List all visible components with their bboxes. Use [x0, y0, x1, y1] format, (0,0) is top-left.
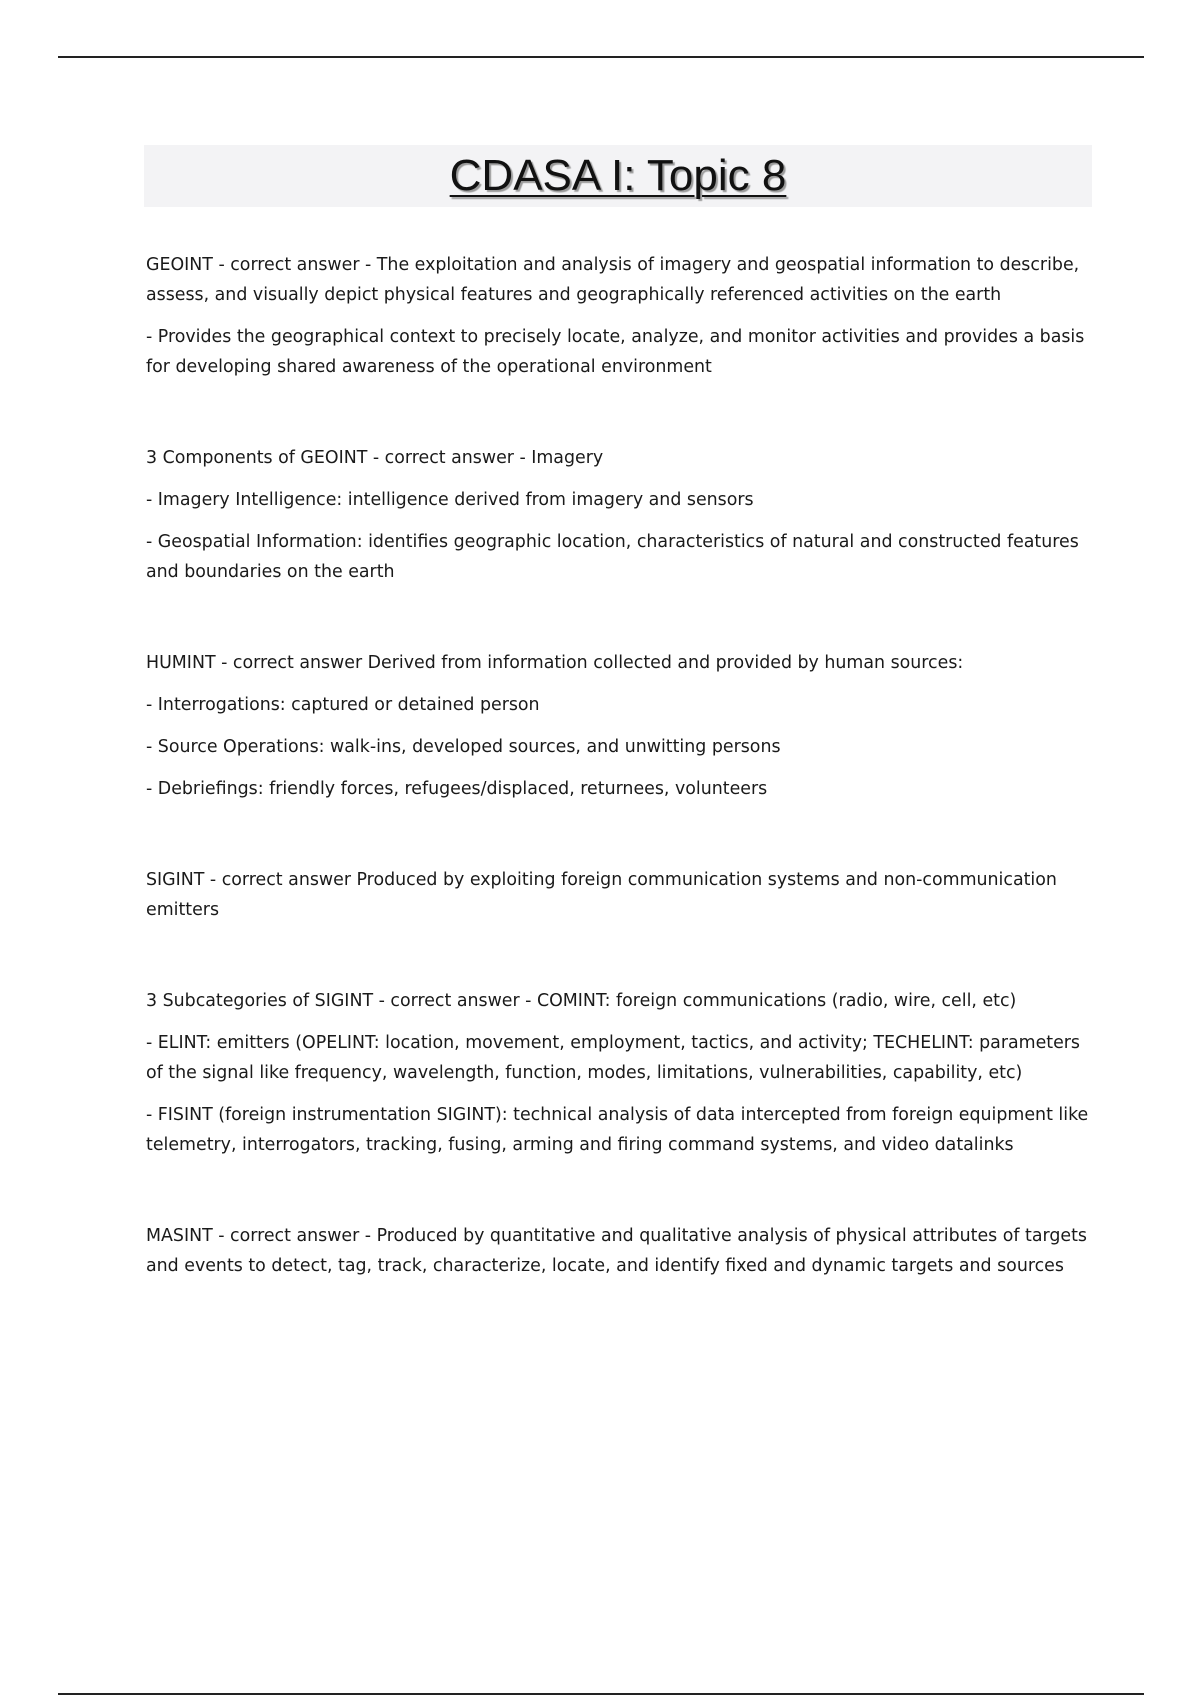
entry-humint — [146, 648, 1092, 804]
entry-paragraph: GEOINT - correct answer - The exploitation and analysis of imagery and geospatial information to describe, assess, and visually depict physical features and geographically referenced activities on the earth — [146, 255, 1080, 305]
entry-paragraph: - Interrogations: captured or detained person — [146, 695, 540, 715]
document-body — [146, 250, 1092, 1342]
page-title: CDASA I: Topic 8 — [449, 151, 787, 200]
header-rule — [58, 56, 1144, 58]
entry-sigint-subcategories — [146, 986, 1092, 1160]
title-banner — [144, 145, 1092, 207]
entry-paragraph: SIGINT - correct answer Produced by exploiting foreign communication systems and non-communication emitters — [146, 870, 1057, 920]
entry-paragraph: MASINT - correct answer - Produced by quantitative and qualitative analysis of physical attributes of targets and events to detect, tag, track, characterize, locate, and identify fixed and dynamic targets and sources — [146, 1226, 1087, 1276]
entry-paragraph: - Geospatial Information: identifies geographic location, characteristics of natural and constructed features and boundaries on the earth — [146, 532, 1079, 582]
entry-paragraph: - Imagery Intelligence: intelligence derived from imagery and sensors — [146, 490, 754, 510]
entry-paragraph: 3 Components of GEOINT - correct answer - Imagery — [146, 448, 604, 468]
entry-paragraph: - Source Operations: walk-ins, developed sources, and unwitting persons — [146, 737, 781, 757]
entry-geoint-components — [146, 443, 1092, 587]
entry-sigint — [146, 865, 1092, 925]
entry-paragraph: 3 Subcategories of SIGINT - correct answer - COMINT: foreign communications (radio, wire, cell, etc) — [146, 991, 1017, 1011]
entry-paragraph: HUMINT - correct answer Derived from information collected and provided by human sources: — [146, 653, 964, 673]
entry-masint — [146, 1221, 1092, 1281]
footer-rule — [58, 1693, 1144, 1695]
entry-paragraph: - Provides the geographical context to precisely locate, analyze, and monitor activities and provides a basis for developing shared awareness of the operational environment — [146, 327, 1085, 377]
entry-paragraph: - Debriefings: friendly forces, refugees/displaced, returnees, volunteers — [146, 779, 768, 799]
entry-paragraph: - ELINT: emitters (OPELINT: location, movement, employment, tactics, and activity; TECHELINT: parameters of the signal like frequency, wavelength, function, modes, limitations, vulnerabilities, capability, etc) — [146, 1033, 1080, 1083]
entry-paragraph: - FISINT (foreign instrumentation SIGINT): technical analysis of data intercepted from foreign equipment like telemetry, interrogators, tracking, fusing, arming and firing command systems, and video datalinks — [146, 1105, 1089, 1155]
entry-geoint — [146, 250, 1092, 382]
